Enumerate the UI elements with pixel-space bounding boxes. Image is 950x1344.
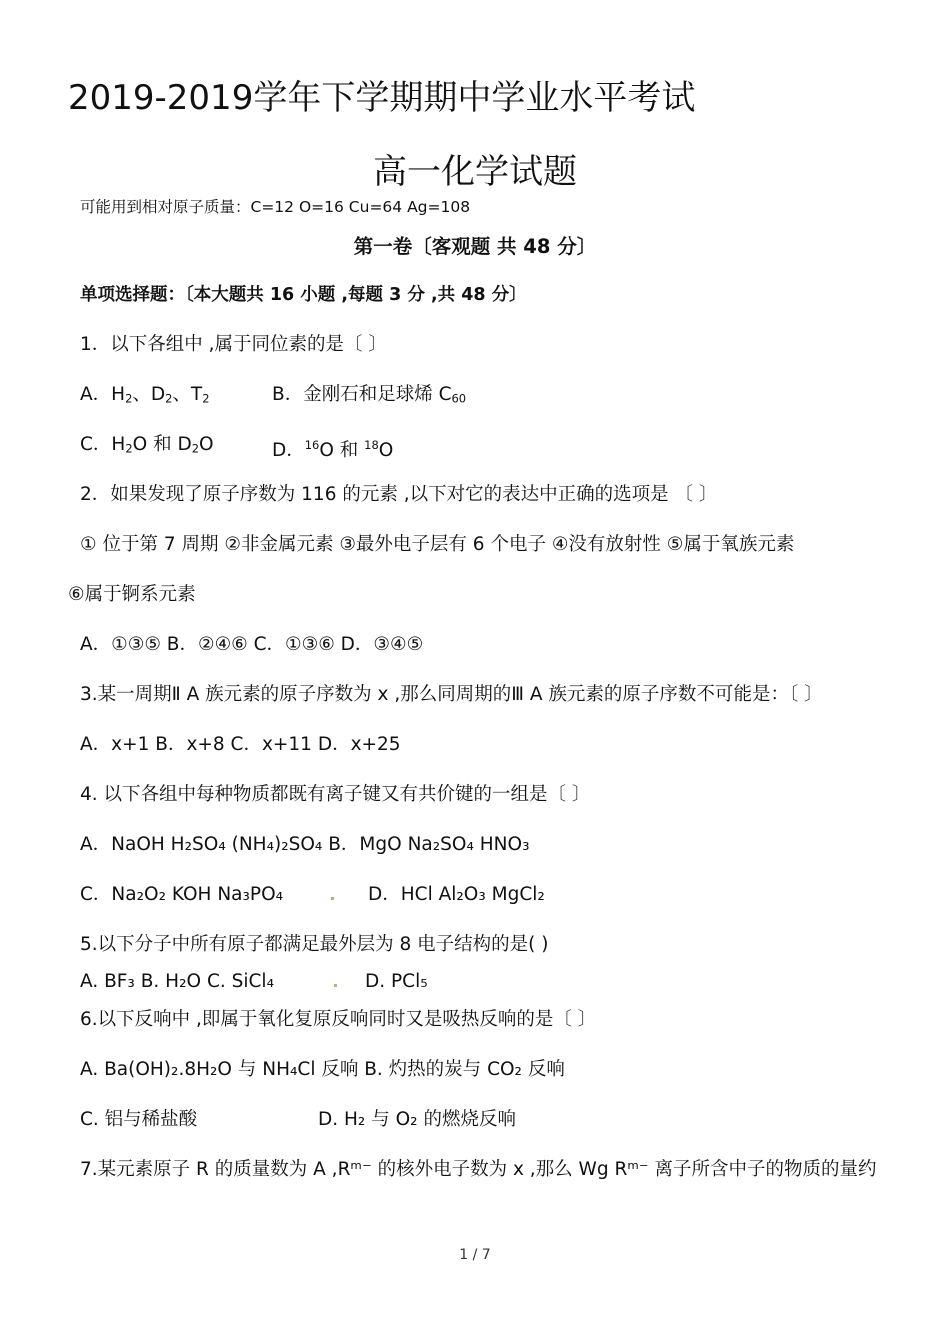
question-1-option-b: B．金刚石和足球烯 $C_{60}$ [272, 384, 467, 406]
question-1-option-a: A．$H_2$、$D_2$、$T_2$ [80, 384, 210, 406]
question-2-items: ① 位于第 7 周期 ②非金属元素 ③最外电子层有 6 个电子 ④没有放射性 ⑤属于氧族元素 [80, 534, 795, 555]
question-3-options: A．x+1 B．x+8 C．x+11 D．x+25 [80, 734, 401, 755]
question-1-stem: 1．以下各组中 ,属于同位素的是〔 〕 [80, 334, 387, 355]
question-4-options-ab: A．NaOH H₂SO₄ (NH₄)₂SO₄ B．MgO Na₂SO₄ HNO₃ [80, 834, 530, 855]
question-6-option-c: C. 铝与稀盐酸 [80, 1109, 198, 1130]
question-1-option-d: D．$^{16}$O 和 $^{18}$O [272, 438, 394, 461]
question-2-stem: 2．如果发现了原子序数为 116 的元素 ,以下对它的表达中正确的选项是 〔 〕 [80, 484, 718, 505]
atomic-mass-note: 可能用到相对原子质量：C=12 O=16 Cu=64 Ag=108 [80, 198, 471, 216]
stray-dot [334, 984, 337, 987]
question-5-options: A. BF₃ B. H₂O C. SiCl₄ [80, 971, 274, 992]
exam-subtitle: 高一化学试题 [373, 152, 577, 192]
question-6-options-ab: A. Ba(OH)₂.8H₂O 与 NH₄Cl 反响 B. 灼热的炭与 CO₂ 反响 [80, 1059, 565, 1080]
stray-dot [331, 897, 334, 900]
question-4-option-c: C．Na₂O₂ KOH Na₃PO₄ [80, 884, 284, 905]
section-title: 第一卷〔客观题 共 48 分〕 [353, 235, 597, 258]
question-5-stem: 5.以下分子中所有原子都满足最外层为 8 电子结构的是( ) [80, 934, 549, 955]
question-5-option-d: D. PCl₅ [365, 971, 428, 992]
question-2-items-continued: ⑥属于锕系元素 [68, 584, 196, 605]
question-7-stem: 7.某元素原子 R 的质量数为 A ,Rᵐ⁻ 的核外电子数为 x ,那么 Wg Rᵐ⁻ 离子所含中子的物质的量约 [80, 1159, 877, 1180]
exam-title: 2019-2019学年下学期期中学业水平考试 [68, 78, 696, 118]
question-6-stem: 6.以下反响中 ,即属于氧化复原反响同时又是吸热反响的是〔 〕 [80, 1009, 597, 1030]
question-6-option-d: D. H₂ 与 O₂ 的燃烧反响 [318, 1109, 516, 1130]
page-number: 1 / 7 [459, 1247, 491, 1263]
question-2-options: A．①③⑤ B．②④⑥ C．①③⑥ D．③④⑤ [80, 634, 424, 655]
question-3-stem: 3.某一周期Ⅱ A 族元素的原子序数为 x ,那么同周期的Ⅲ A 族元素的原子序数不可能是：〔 〕 [80, 684, 823, 705]
question-4-option-d: D．HCl Al₂O₃ MgCl₂ [368, 884, 545, 905]
question-1-option-c: C．$H_2O$ 和 $D_2O$ [80, 434, 214, 456]
question-4-stem: 4. 以下各组中每种物质都既有离子键又有共价键的一组是〔 〕 [80, 784, 591, 805]
section-instructions: 单项选择题：〔本大题共 16 小题 ,每题 3 分 ,共 48 分〕 [80, 285, 527, 305]
